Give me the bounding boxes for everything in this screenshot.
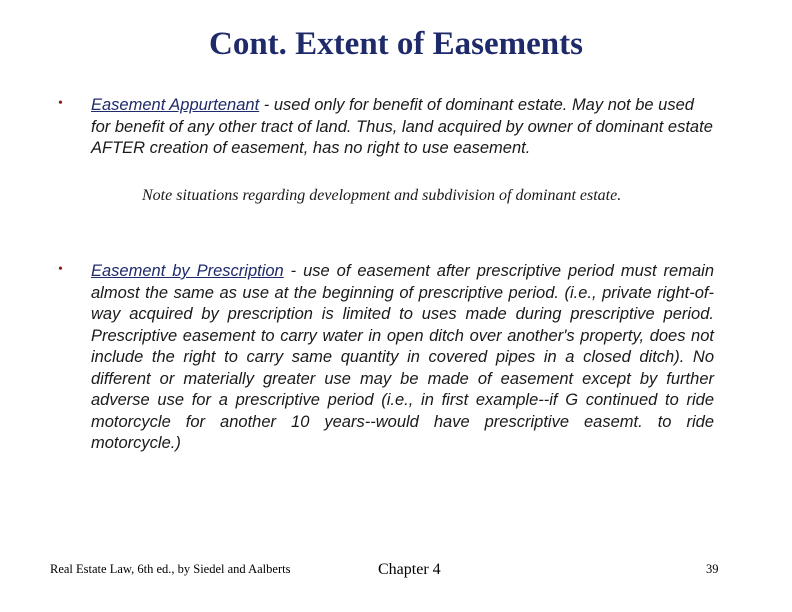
bullet-text: - use of easement after prescriptive period must remain almost the same as use at the beginning of prescriptive period. (i.e., private right-of-way acquired by prescription is limited to uses made during prescriptive period. Prescriptive easement to carry water in open ditch over another's property, does not include the right to carry same quantity in covered pipes in a closed ditch). No different or materially greater use may be made of easement except by further adverse use for a prescriptive period (i.e., in first example--if G continued to ride motorcycle for another 10 years--would have prescriptive easemt. to ride motorcycle.): [91, 262, 714, 452]
bullet-marker: •: [58, 96, 63, 111]
term-easement-by-prescription: Easement by Prescription: [91, 262, 284, 280]
bullet-paragraph-appurtenant: [91, 95, 714, 160]
footer-chapter: Chapter 4: [378, 561, 441, 578]
term-easement-appurtenant: Easement Appurtenant: [91, 96, 260, 114]
bullet-note: Note situations regarding development and subdivision of dominant estate.: [142, 187, 622, 204]
bullet-marker: •: [58, 262, 63, 277]
bullet-text: - used only for benefit of dominant estate. May not be used for benefit of any other tract of land. Thus, land acquired by owner of dominant estate AFTER creation of easement, has no right to use easement.: [91, 96, 713, 157]
slide-title: Cont. Extent of Easements: [209, 26, 583, 62]
bullet-paragraph-prescription: [91, 261, 714, 455]
footer-source: Real Estate Law, 6th ed., by Siedel and Aalberts: [50, 562, 291, 576]
footer-page-number: 39: [706, 562, 719, 576]
